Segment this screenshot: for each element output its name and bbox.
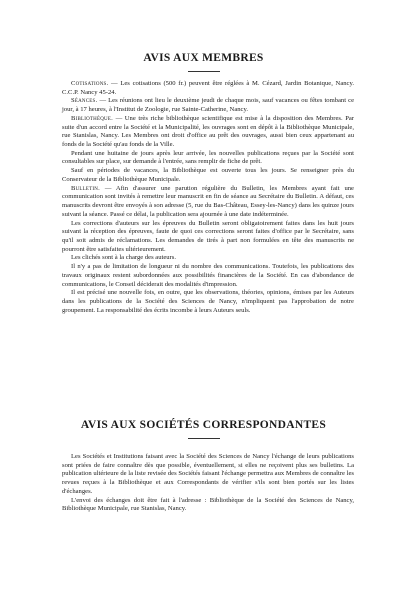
section-body-membres (62, 80, 354, 315)
paragraph (62, 115, 354, 150)
paragraph (62, 185, 354, 220)
paragraph-text: Les corrections d'auteurs sur les épreuves du Bulletin seront obligatoirement faites dans les huit jours suivant la réception des épreuves, faute de quoi ces corrections seront faites d'office par le Secrétaire, sans qu'il soit admis de réclamations. Les demandes de tirés à part non formulées en tête des manuscrits ne pourront être satisfaites ultérieurement. (62, 219, 354, 253)
paragraph-label: Séances. (71, 97, 98, 105)
paragraph (62, 150, 354, 167)
paragraph-text: Sauf en périodes de vacances, la Bibliothèque est ouverte tous les jours. Se renseigner près du Conservateur de la Bibliothèque Municipale. (62, 167, 354, 183)
title-underline (188, 71, 220, 72)
paragraph (62, 254, 354, 263)
paragraph-text: Il n'y a pas de limitation de longueur ni du nombre des communications. Toutefois, les publications des travaux originaux restent subordonnées aux possibilités financières de la Société. En cas d'abondance de communications, le Conseil déciderait des modalités d'impression. (62, 263, 354, 288)
section-title-avis-aux-societes: AVIS AUX SOCIÉTÉS CORRESPONDANTES (80, 419, 327, 431)
paragraph (62, 289, 354, 315)
paragraph-text: Il est précisé une nouvelle fois, en outre, que les observations, théories, opinions, émises par les Auteurs dans les publications de la Société des Sciences de Nancy, n'impliquent pas l'approbation de notre groupement. La responsabilité des écrits incombe à leurs Auteurs seuls. (62, 289, 354, 314)
paragraph (62, 167, 354, 184)
paragraph (62, 220, 354, 255)
section-body-societes (62, 453, 354, 514)
paragraph-text: — Les cotisations (500 fr.) peuvent être réglées à M. Cézard, Jardin Botanique, Nancy. C.C.P. Nancy 45-24. (62, 80, 354, 96)
title-underline (188, 438, 220, 439)
paragraph-text: Les Sociétés et Institutions faisant avec la Société des Sciences de Nancy l'échange de leurs publications sont priées de faire connaître dès que possible, éventuellement, si elles ne reçoivent plus ses bulletins. La publication ultérieure de la liste revisée des Sociétés faisant l'échange permettra aux Membres de connaître les revues reçues à la Bibliothèque et aux Correspondants de vérifier s'ils sont bien portés sur les listes d'échanges. (62, 453, 354, 495)
paragraph-text: Pendant une huitaine de jours après leur arrivée, les nouvelles publications reçues par la Société sont consultables sur place, sur demande à l'entrée, sans remplir de fiche de prêt. (62, 149, 354, 166)
paragraph-label: Bulletin. (71, 184, 100, 192)
paragraph-label: Bibliothèque. (71, 114, 113, 122)
paragraph-text: — Afin d'assurer une parution régulière du Bulletin, les Membres ayant fait une communication sont invités à remettre leur manuscrit en fin de séance au Secrétaire du Bulletin. A défaut, ces manuscrits devront être envoyés à son adresse (5, rue du Bas-Château, Essey-les-Nancy) dans les quinze jours suivant la séance. Passé ce délai, la publication sera ajournée à une date indéterminée. (62, 184, 354, 218)
paragraph-label: Cotisations. (71, 80, 109, 87)
paragraph (62, 497, 354, 514)
paragraph (62, 97, 354, 114)
section-title-avis-aux-membres: AVIS AUX MEMBRES (143, 52, 264, 64)
paragraph (62, 453, 354, 497)
paragraph-text: Les clichés sont à la charge des auteurs. (71, 254, 176, 262)
paragraph-text: L'envoi des échanges doit être fait à l'adresse : Bibliothèque de la Société des Sciences de Nancy, Bibliothèque Municipale, rue Stanislas, Nancy. (62, 496, 354, 513)
paragraph-text: — Une très riche bibliothèque scientifique est mise à la disposition des Membres. Par suite d'un accord entre la Société et la Municipalité, les ouvrages sont en dépôt à la Bibliothèque Municipale, rue Stanislas, Nancy. Les Membres ont droit d'office au prêt des ouvrages, aussi bien ceux appartenant au fonds de la Société qu'au fonds de la Ville. (62, 114, 354, 149)
paragraph-text: — Les réunions ont lieu le deuxième jeudi de chaque mois, sauf vacances ou fêtes tombant ce jour, à 17 heures, à l'Institut de Zoologie, rue Sainte-Catherine, Nancy. (62, 97, 354, 114)
paragraph (62, 80, 354, 97)
paragraph (62, 263, 354, 289)
